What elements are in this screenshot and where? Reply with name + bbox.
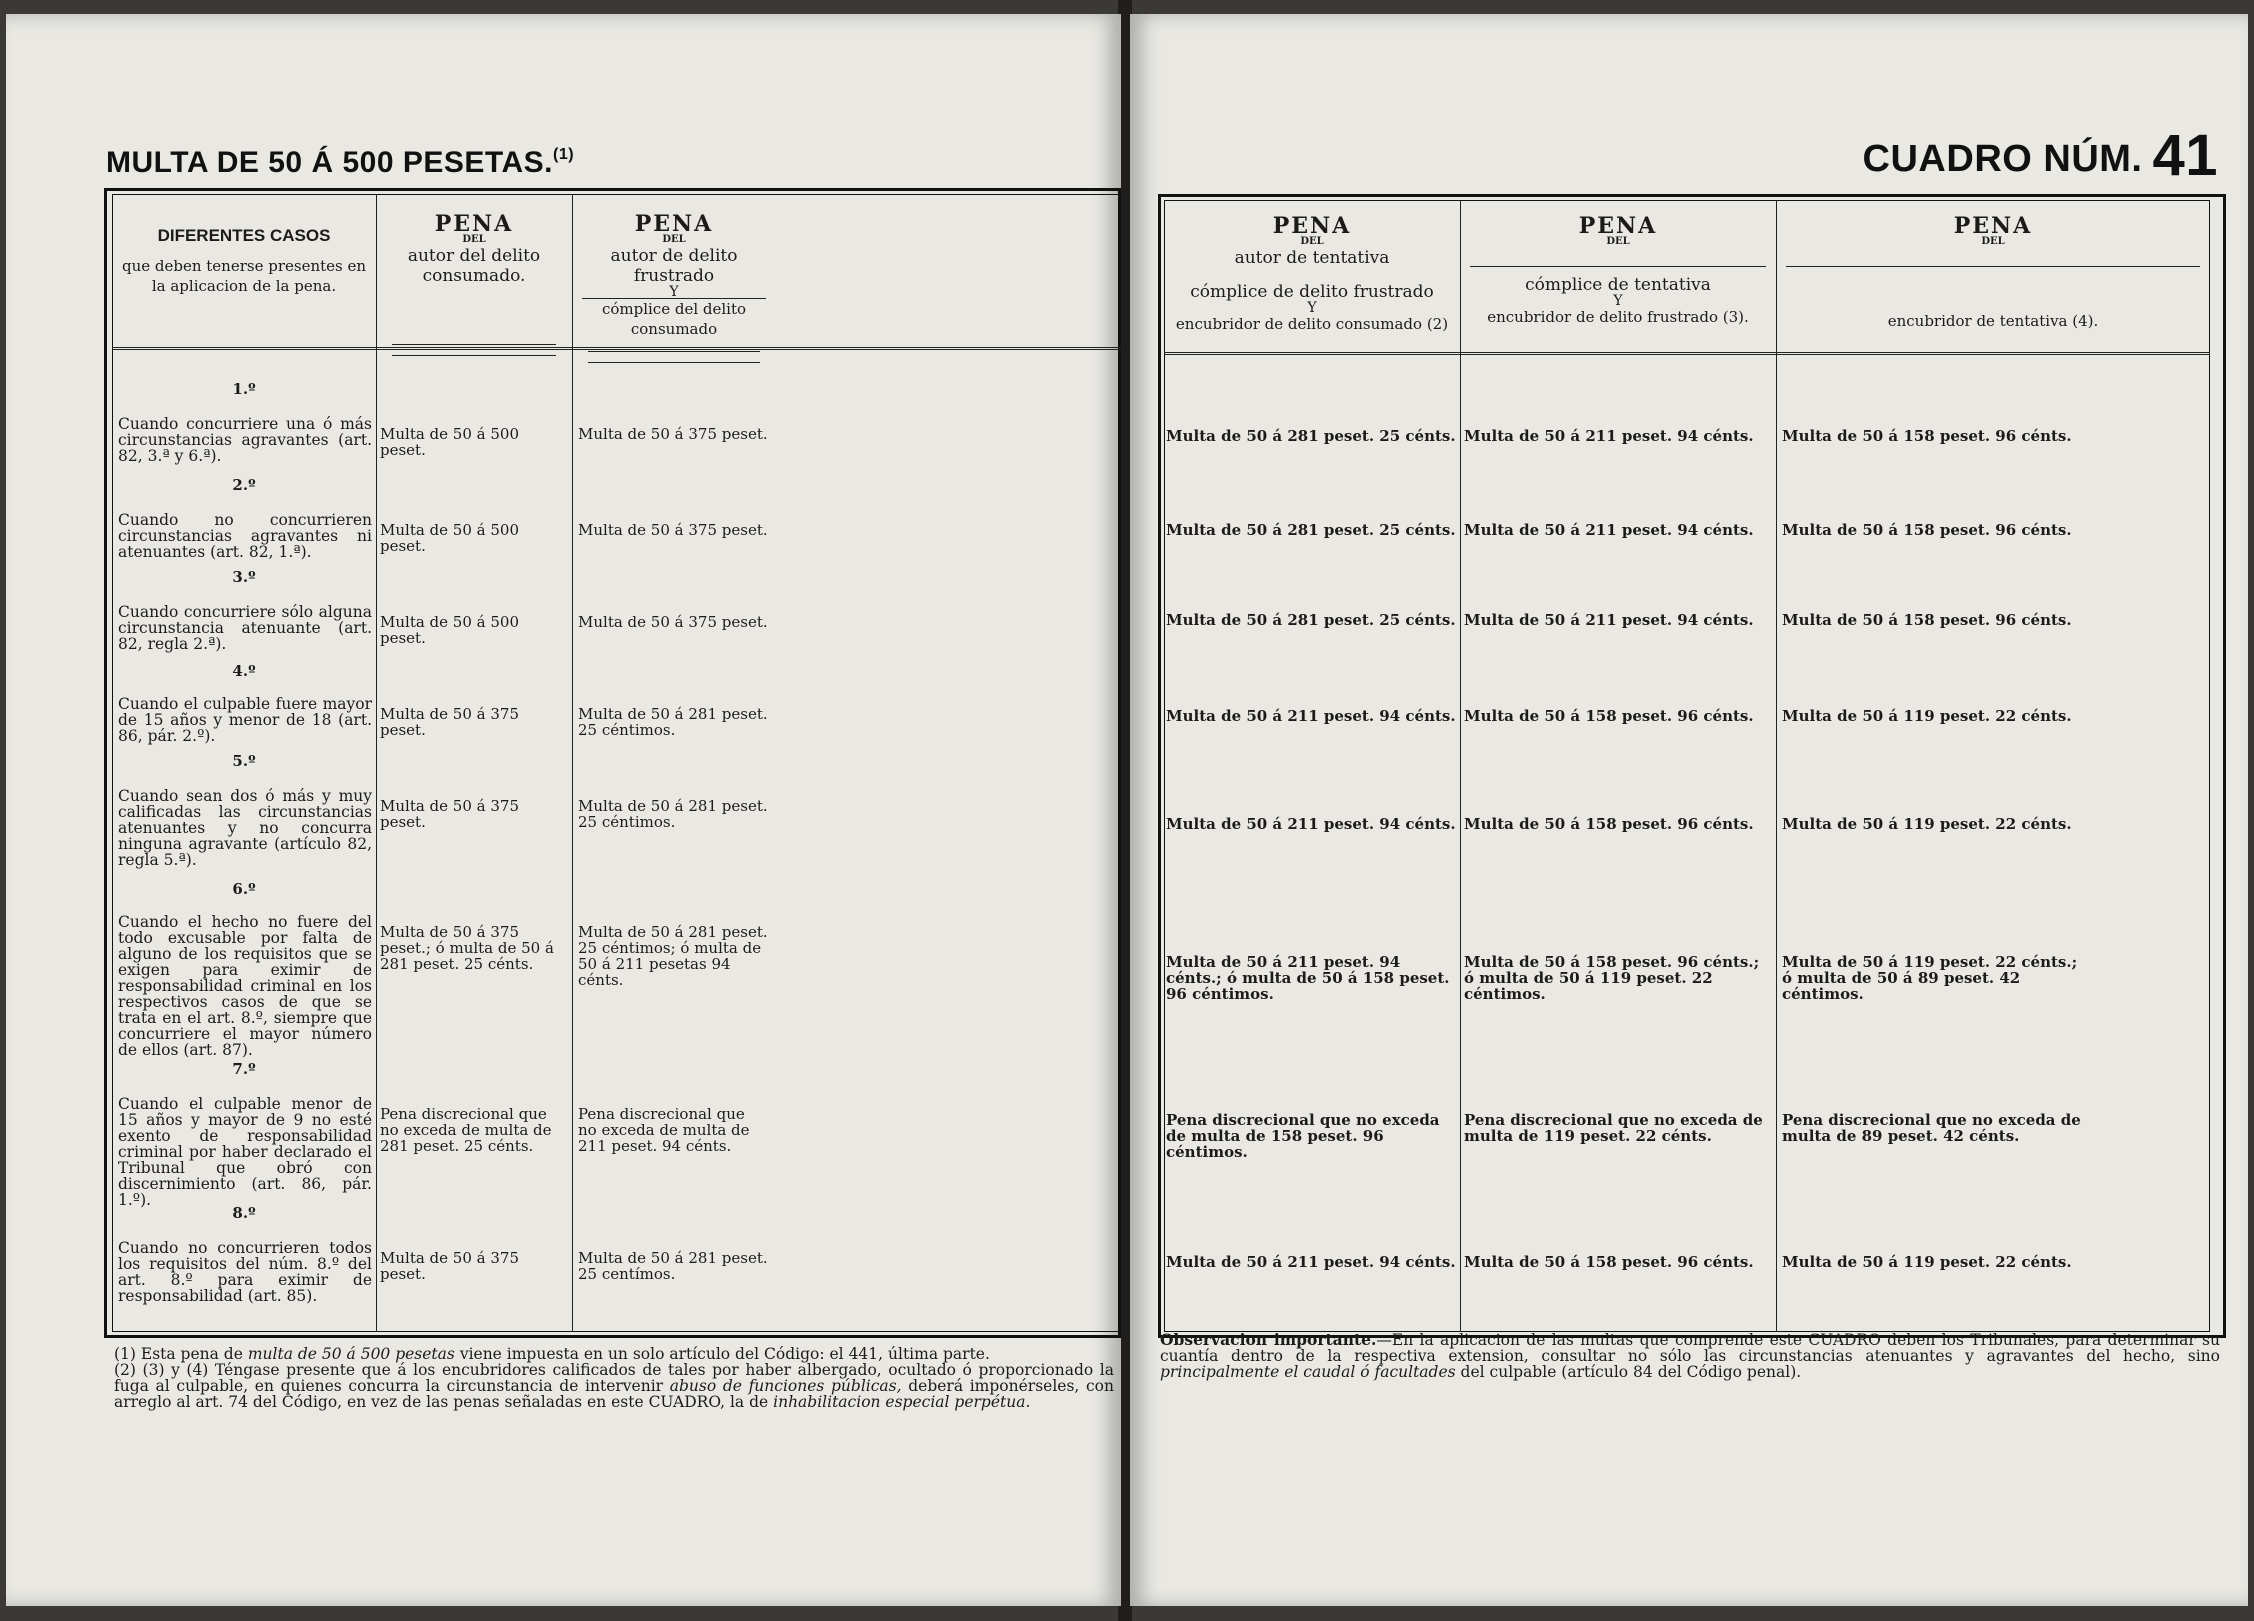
del-label: DEL <box>1981 236 2005 247</box>
cell-autor-consumado: Multa de 50 á 500 peset. <box>380 613 519 647</box>
del-label: DEL <box>462 234 486 245</box>
del-label: DEL <box>1300 236 1324 247</box>
left-page <box>6 14 1121 1606</box>
cell-autor-consumado: Multa de 50 á 375 peset.; ó multa de 50 á 281 peset. 25 cénts. <box>380 923 554 973</box>
case-number: 7.º <box>232 1060 256 1078</box>
cell-complice-tentativa: Multa de 50 á 211 peset. 94 cénts. <box>1464 427 1754 445</box>
note-italic: principalmente el caudal ó facultades <box>1160 1363 1456 1381</box>
casos-subtitle: que deben tenerse presentes en la aplicacion de la pena. <box>121 257 367 295</box>
cell-encubridor-tentativa: Multa de 50 á 158 peset. 96 cénts. <box>1782 521 2072 539</box>
note2-prefix: (2) (3) y (4) Téngase presente que á los encubridores calificados de tales por haber albergado, ocultado ó proporcionado la fuga al culpable, en quienes concurra la circunstancia de intervenir <box>114 1361 1114 1395</box>
header-col4 <box>1462 210 1774 327</box>
cell-autor-frustrado: Multa de 50 á 375 peset. <box>578 425 768 443</box>
cell-autor-consumado: Multa de 50 á 375 peset. <box>380 797 519 831</box>
col-rule <box>1776 200 1777 1332</box>
case-number: 4.º <box>232 662 256 680</box>
note1-rest: viene impuesta en un solo artículo del Código: el 441, última parte. <box>459 1345 990 1363</box>
header-separator <box>1470 266 1766 267</box>
pena-label: PENA <box>1953 213 2033 239</box>
col3-label-a: autor de tentativa <box>1234 248 1390 268</box>
cell-complice-tentativa: Multa de 50 á 211 peset. 94 cénts. <box>1464 611 1754 629</box>
y-label: Y <box>1307 300 1317 316</box>
col3-label-b: cómplice de delito frustrado <box>1190 282 1434 302</box>
case-number: 6.º <box>232 880 256 898</box>
note-bold: Observacion importante. <box>1160 1330 1377 1349</box>
cell-complice-tentativa: Multa de 50 á 158 peset. 96 cénts. <box>1464 1253 1754 1271</box>
header-col5 <box>1778 210 2208 331</box>
cell-encubridor-tentativa: Pena discrecional que no exceda de multa de 89 peset. 42 cénts. <box>1782 1111 2081 1145</box>
case-number: 3.º <box>232 568 256 586</box>
header-separator <box>392 344 556 356</box>
pena-label: PENA <box>634 211 714 237</box>
cell-autor-tentativa: Pena discrecional que no exceda de multa de 158 peset. 96 céntimos. <box>1166 1111 1440 1161</box>
cell-autor-consumado: Pena discrecional que no exceda de multa de 281 peset. 25 cénts. <box>380 1105 552 1155</box>
title-text: MULTA DE 50 Á 500 PESETAS. <box>106 146 553 179</box>
cell-encubridor-tentativa: Multa de 50 á 119 peset. 22 cénts. <box>1782 815 2072 833</box>
y-label: Y <box>1613 293 1623 309</box>
col2-label-b: cómplice del delito consumado <box>582 298 766 339</box>
cuadro-number: 41 <box>2152 123 2218 188</box>
note-text2: del culpable (artículo 84 del Código penal). <box>1460 1363 1802 1381</box>
del-label: DEL <box>662 234 686 245</box>
case-number: 2.º <box>232 476 256 494</box>
y-label: Y <box>669 284 679 300</box>
case-description: Cuando concurriere una ó más circunstancias agravantes (art. 82, 3.ª y 6.ª). <box>118 415 372 465</box>
footnote-2 <box>114 1362 1114 1410</box>
left-footnotes <box>114 1346 1114 1410</box>
cell-autor-frustrado: Multa de 50 á 375 peset. <box>578 521 768 539</box>
note1-prefix: (1) Esta pena de <box>114 1345 243 1363</box>
cell-autor-tentativa: Multa de 50 á 281 peset. 25 cénts. <box>1166 521 1456 539</box>
col-rule <box>376 194 377 1332</box>
header-rule <box>1164 352 2210 355</box>
cell-autor-frustrado: Multa de 50 á 281 peset. 25 céntimos. <box>578 705 768 739</box>
cell-autor-tentativa: Multa de 50 á 211 peset. 94 cénts. <box>1166 707 1456 725</box>
cell-complice-tentativa: Multa de 50 á 158 peset. 96 cénts. <box>1464 815 1754 833</box>
note2-italic: abuso de funciones públicas, <box>669 1377 902 1395</box>
col2-label-a: autor de delito frustrado <box>610 246 738 286</box>
cell-autor-consumado: Multa de 50 á 500 peset. <box>380 521 519 555</box>
col1-label: autor del delito consumado. <box>407 246 541 286</box>
cell-autor-consumado: Multa de 50 á 375 peset. <box>380 705 519 739</box>
pena-label: PENA <box>434 211 514 237</box>
note2-italic2: inhabilitacion especial perpétua. <box>773 1393 1031 1411</box>
cell-autor-tentativa: Multa de 50 á 211 peset. 94 cénts. <box>1166 815 1456 833</box>
footnote-1 <box>114 1346 1114 1362</box>
cell-autor-frustrado: Pena discrecional que no exceda de multa de 211 peset. 94 cénts. <box>578 1105 750 1155</box>
note-text1: —En la aplicacion de las multas que comprende este CUADRO deben los Tribunales, para determinar su cuantía dentro de la respectiva extension, consultar no sólo las circunstancias atenuantes y agravantes del hecho, sino <box>1160 1331 2220 1365</box>
note2-mid: deberá imponérseles, con arreglo al art. 74 del Código, en vez de las penas señaladas en este CUADRO, la de <box>114 1377 1114 1411</box>
cell-autor-tentativa: Multa de 50 á 281 peset. 25 cénts. <box>1166 427 1456 445</box>
case-description: Cuando el culpable menor de 15 años y mayor de 9 no esté exento de responsabilidad criminal por haber declarado el Tribunal que obró con discernimiento (art. 86, pár. 1.º). <box>118 1095 372 1209</box>
cell-autor-consumado: Multa de 50 á 500 peset. <box>380 425 519 459</box>
case-description: Cuando el hecho no fuere del todo excusable por falta de alguno de los requisitos que se exigen para eximir de responsabilidad criminal en los respectivos casos de que se trata en el art. 8.º, siempre que concurriere el mayor número de ellos (art. 87). <box>118 913 372 1059</box>
header-col3 <box>1166 210 1458 334</box>
header-casos <box>116 226 372 296</box>
casos-title: DIFERENTES CASOS <box>157 226 331 245</box>
cell-encubridor-tentativa: Multa de 50 á 119 peset. 22 cénts. <box>1782 707 2072 725</box>
note1-italic: multa de 50 á 500 pesetas <box>247 1345 455 1363</box>
cell-autor-frustrado: Multa de 50 á 281 peset. 25 centímos. <box>578 1249 768 1283</box>
cell-autor-frustrado: Multa de 50 á 281 peset. 25 céntimos. <box>578 797 768 831</box>
col-rule <box>1460 200 1461 1332</box>
cell-autor-frustrado: Multa de 50 á 375 peset. <box>578 613 768 631</box>
cell-complice-tentativa: Multa de 50 á 158 peset. 96 cénts.; ó multa de 50 á 119 peset. 22 céntimos. <box>1464 953 1760 1003</box>
case-description: Cuando sean dos ó más y muy calificadas las circunstancias atenuantes y no concurra ninguna agravante (artículo 82, regla 5.ª). <box>118 787 372 869</box>
case-description: Cuando no concurrieren circunstancias agravantes ni atenuantes (art. 82, 1.ª). <box>118 511 372 561</box>
cuadro-label: CUADRO NÚM. <box>1862 138 2143 180</box>
left-page-title <box>106 146 574 180</box>
header-col1 <box>378 208 570 356</box>
cell-autor-frustrado: Multa de 50 á 281 peset. 25 céntimos; ó multa de 50 á 211 pesetas 94 cénts. <box>578 923 768 989</box>
case-description: Cuando no concurrieren todos los requisitos del núm. 8.º del art. 8.º para eximir de responsabilidad (art. 85). <box>118 1239 372 1305</box>
cell-autor-tentativa: Multa de 50 á 281 peset. 25 cénts. <box>1166 611 1456 629</box>
header-col2 <box>574 208 774 363</box>
right-note <box>1160 1332 2220 1380</box>
cell-autor-tentativa: Multa de 50 á 211 peset. 94 cénts. <box>1166 1253 1456 1271</box>
cell-encubridor-tentativa: Multa de 50 á 119 peset. 22 cénts. <box>1782 1253 2072 1271</box>
case-number: 8.º <box>232 1204 256 1222</box>
right-page-title <box>1863 122 2218 189</box>
cell-encubridor-tentativa: Multa de 50 á 119 peset. 22 cénts.; ó multa de 50 á 89 peset. 42 céntimos. <box>1782 953 2078 1003</box>
pena-label: PENA <box>1578 213 1658 239</box>
pena-label: PENA <box>1272 213 1352 239</box>
cell-encubridor-tentativa: Multa de 50 á 158 peset. 96 cénts. <box>1782 611 2072 629</box>
col-rule <box>572 194 573 1332</box>
col4-label-a: cómplice de tentativa <box>1525 275 1711 295</box>
col4-label-b: encubridor de delito frustrado (3). <box>1487 308 1749 326</box>
del-label: DEL <box>1606 236 1630 247</box>
case-description: Cuando concurriere sólo alguna circunstancia atenuante (art. 82, regla 2.ª). <box>118 603 372 653</box>
cell-complice-tentativa: Multa de 50 á 211 peset. 94 cénts. <box>1464 521 1754 539</box>
title-footnote-ref: (1) <box>553 146 575 163</box>
cell-complice-tentativa: Multa de 50 á 158 peset. 96 cénts. <box>1464 707 1754 725</box>
right-page <box>1130 14 2248 1606</box>
cell-autor-tentativa: Multa de 50 á 211 peset. 94 cénts.; ó multa de 50 á 158 peset. 96 céntimos. <box>1166 953 1450 1003</box>
case-description: Cuando el culpable fuere mayor de 15 años y menor de 18 (art. 86, pár. 2.º). <box>118 695 372 745</box>
case-number: 5.º <box>232 752 256 770</box>
header-separator <box>1786 266 2200 267</box>
header-separator <box>588 351 760 363</box>
cell-complice-tentativa: Pena discrecional que no exceda de multa de 119 peset. 22 cénts. <box>1464 1111 1763 1145</box>
col3-label-c: encubridor de delito consumado (2) <box>1175 315 1449 333</box>
right-table-inner-frame <box>1164 200 2210 1332</box>
cell-encubridor-tentativa: Multa de 50 á 158 peset. 96 cénts. <box>1782 427 2072 445</box>
col5-label: encubridor de tentativa (4). <box>1887 312 2099 330</box>
case-number: 1.º <box>232 380 256 398</box>
cell-autor-consumado: Multa de 50 á 375 peset. <box>380 1249 519 1283</box>
